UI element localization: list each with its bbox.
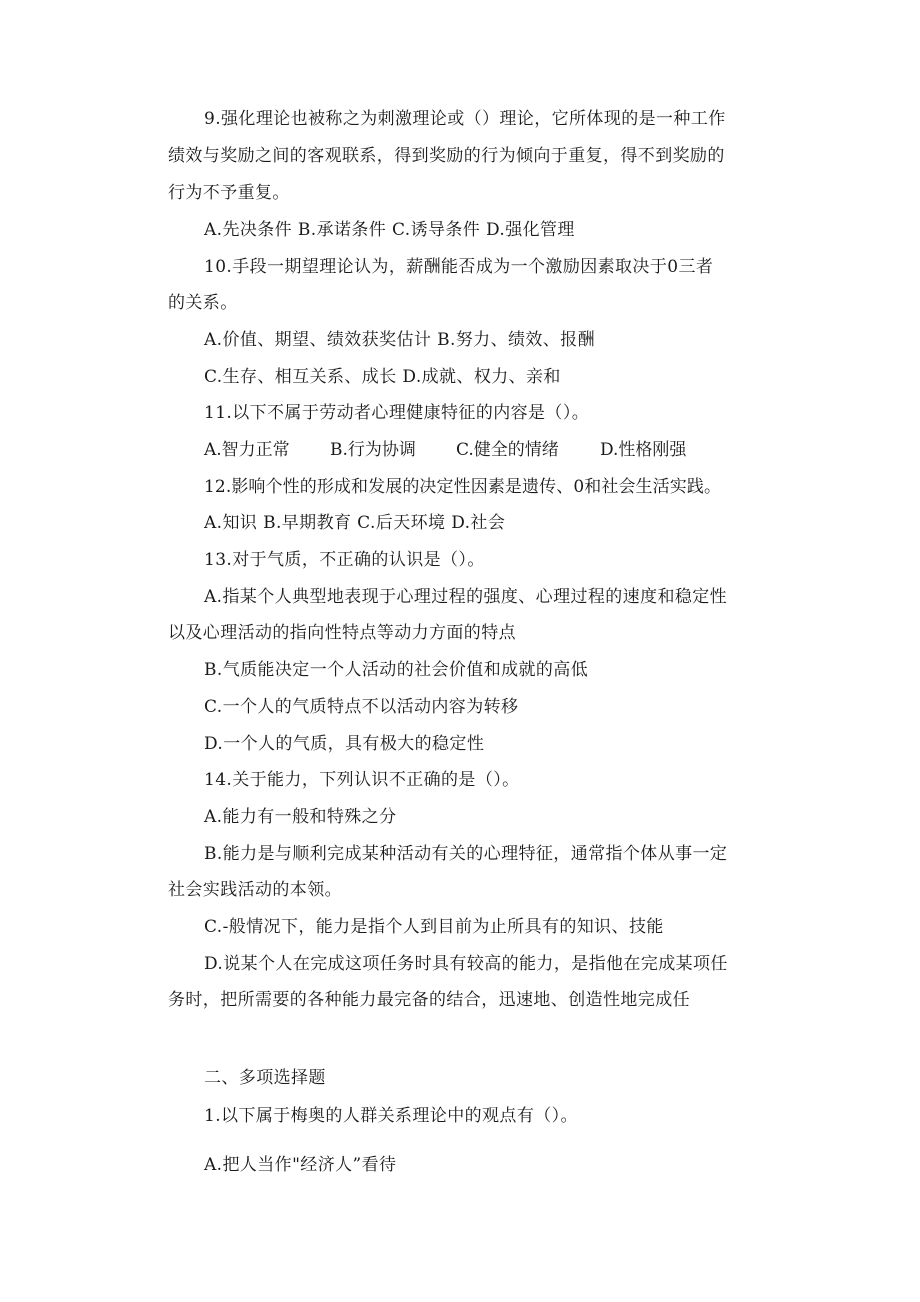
q14-option-b-line-1: B.能力是与顺利完成某种活动有关的心理特征，通常指个体从事一定 bbox=[204, 844, 728, 864]
q10-options-ab: A.价值、期望、绩效获奖估计 B.努力、绩效、报酬 bbox=[204, 330, 595, 350]
q9-line-2: 绩效与奖励之间的客观联系，得到奖励的行为倾向于重复，得不到奖励的 bbox=[168, 146, 725, 166]
q14-line-1: 14.关于能力，下列认识不正确的是（）。 bbox=[204, 770, 520, 790]
q11-option-b: B.行为协调 bbox=[330, 440, 416, 460]
q13-option-a-line-2: 以及心理活动的指向性特点等动力方面的特点 bbox=[168, 623, 516, 643]
q9-line-1: 9.强化理论也被称之为刺激理论或（）理论，它所体现的是一种工作 bbox=[204, 109, 726, 129]
q9-options: A.先决条件 B.承诺条件 C.诱导条件 D.强化管理 bbox=[204, 220, 575, 240]
q9-line-3: 行为不予重复。 bbox=[168, 183, 290, 203]
q11-option-d: D.性格刚强 bbox=[600, 440, 687, 460]
q11-line-1: 11.以下不属于劳动者心理健康特征的内容是（）。 bbox=[204, 403, 590, 423]
multi-q1-option-a: A.把人当作"经济人”看待 bbox=[204, 1155, 397, 1175]
q13-option-c: C.一个人的气质特点不以活动内容为转移 bbox=[204, 697, 519, 717]
q12-line-1: 12.影响个性的形成和发展的决定性因素是遗传、0和社会生活实践。 bbox=[204, 477, 722, 497]
multi-q1-line-1: 1.以下属于梅奥的人群关系理论中的观点有（）。 bbox=[204, 1106, 578, 1126]
q14-option-c: C.-般情况下，能力是指个人到目前为止所具有的知识、技能 bbox=[204, 917, 664, 937]
section-heading: 二、多项选择题 bbox=[204, 1068, 326, 1088]
q14-option-a: A.能力有一般和特殊之分 bbox=[204, 807, 397, 827]
q13-option-a-line-1: A.指某个人典型地表现于心理过程的强度、心理过程的速度和稳定性 bbox=[204, 587, 728, 607]
q12-options: A.知识 B.早期教育 C.后天环境 D.社会 bbox=[204, 513, 506, 533]
q13-option-d: D.一个人的气质，具有极大的稳定性 bbox=[204, 734, 485, 754]
q10-line-1: 10.手段一期望理论认为，薪酬能否成为一个激励因素取决于0三者 bbox=[204, 257, 714, 277]
q13-line-1: 13.对于气质，不正确的认识是（）。 bbox=[204, 550, 485, 570]
q14-option-b-line-2: 社会实践活动的本领。 bbox=[168, 880, 342, 900]
q14-option-d-line-2: 务时，把所需要的各种能力最完备的结合，迅速地、创造性地完成任 bbox=[168, 990, 690, 1010]
q11-option-a: A.智力正常 bbox=[204, 440, 290, 460]
q10-line-2: 的关系。 bbox=[168, 293, 238, 313]
q13-option-b: B.气质能决定一个人活动的社会价值和成就的高低 bbox=[204, 660, 589, 680]
q11-option-c: C.健全的情绪 bbox=[456, 440, 559, 460]
q10-options-cd: C.生存、相互关系、成长 D.成就、权力、亲和 bbox=[204, 367, 561, 387]
q14-option-d-line-1: D.说某个人在完成这项任务时具有较高的能力，是指他在完成某项任 bbox=[204, 954, 728, 974]
